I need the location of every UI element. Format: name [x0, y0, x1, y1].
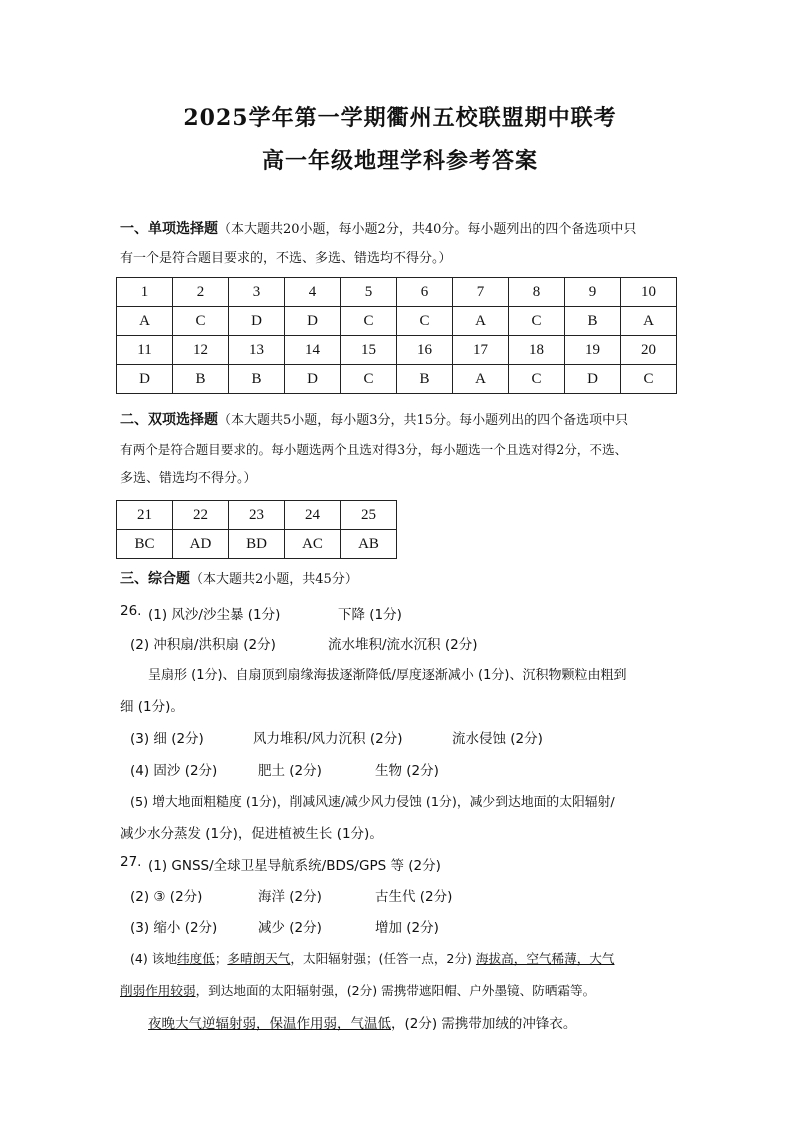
table-cell: 4 [285, 278, 341, 307]
q27-answer-4-end: ，到达地面的太阳辐射强，(2分) 需携带遮阳帽、户外墨镜、防晒霜等。 [195, 983, 596, 998]
q27-answer-2c: 古生代 (2分) [375, 889, 453, 905]
q26-answer-2c: 呈扇形 (1分)、自扇顶到扇缘海拔逐渐降低/厚度逐渐减小 (1分)、沉积物颗粒由粗到 [148, 668, 627, 683]
q26-answer-3c: 流水侵蚀 (2分) [452, 731, 543, 747]
q26-answer-2d: 细 (1分)。 [120, 699, 184, 715]
table-row [117, 307, 677, 336]
q26-answer-5a: (5) 增大地面粗糙度 (1分)，削减风速/减少风力侵蚀 (1分)，减少到达地面的太阳辐射/ [130, 795, 615, 810]
q27-part2 [130, 885, 690, 905]
table-cell: A [453, 365, 509, 394]
q27-answer-4-weather: 多晴朗天气 [227, 951, 291, 966]
table-cell: 9 [565, 278, 621, 307]
q26-answer-2b: 流水堆积/流水沉积 (2分) [328, 637, 478, 653]
q26-answer-4c: 生物 (2分) [375, 763, 439, 779]
section2-note-line3: 多选、错选均不得分。） [120, 471, 257, 486]
table-cell: 5 [341, 278, 397, 307]
q26-answer-2a: (2) 冲积扇/洪积扇 (2分) [130, 637, 276, 653]
table-cell: 21 [117, 501, 173, 530]
q27-answer-4-latitude: 纬度低 [177, 951, 215, 966]
q26-part5 [130, 791, 690, 811]
q26-answer-3b: 风力堆积/风力沉积 (2分) [253, 731, 403, 747]
table-cell: C [173, 307, 229, 336]
table-cell: A [621, 307, 677, 336]
section2-answer-table [116, 500, 397, 559]
table-cell: 14 [285, 336, 341, 365]
table-cell: A [117, 307, 173, 336]
table-cell: AD [173, 530, 229, 559]
q27-answer-5-end: ，(2分) 需携带加绒的冲锋衣。 [391, 1016, 577, 1032]
q26-number: 26. [120, 603, 142, 619]
table-cell: D [117, 365, 173, 394]
table-cell: 2 [173, 278, 229, 307]
q26-part2 [130, 633, 730, 653]
table-cell: C [509, 307, 565, 336]
table-cell: BC [117, 530, 173, 559]
table-cell: 13 [229, 336, 285, 365]
table-cell: B [565, 307, 621, 336]
section2-instructions [120, 406, 690, 493]
table-cell: BD [229, 530, 285, 559]
page-subtitle: 高一年级地理学科参考答案 [261, 148, 538, 174]
q27-answer-1: (1) GNSS/全球卫星导航系统/BDS/GPS 等 (2分) [148, 858, 441, 874]
table-cell: 22 [173, 501, 229, 530]
q27-answer-4-sep: ； [214, 951, 228, 966]
q26-part5-cont [120, 822, 680, 842]
table-cell: 17 [453, 336, 509, 365]
q26-answer-1b: 下降 (1分) [338, 607, 402, 623]
section1-answer-table [116, 277, 677, 394]
page-title: 2025学年第一学期衢州五校联盟期中联考 [183, 105, 617, 131]
table-cell: C [341, 365, 397, 394]
table-cell: AC [285, 530, 341, 559]
q27-part4 [130, 948, 690, 968]
q27-answer-4-mid: ，太阳辐射强；(任答一点，2分) [290, 951, 476, 966]
q26-answer-5b: 减少水分蒸发 (1分)，促进植被生长 (1分)。 [120, 826, 383, 842]
q27-part4-cont [120, 980, 690, 1000]
table-cell: C [509, 365, 565, 394]
table-cell: AB [341, 530, 397, 559]
q26-part2-explain-cont [120, 695, 520, 715]
table-cell: 12 [173, 336, 229, 365]
table-row [117, 501, 397, 530]
q27-answer-4-pre: (4) 该地 [130, 951, 178, 966]
q26-answer-4b: 肥土 (2分) [258, 763, 322, 779]
table-cell: D [565, 365, 621, 394]
q27-answer-2b: 海洋 (2分) [258, 889, 322, 905]
table-cell: D [285, 365, 341, 394]
q27-answer-2a: (2) ③ (2分) [130, 889, 203, 905]
section3-instructions [120, 565, 700, 594]
section2-note-line2: 有两个是符合题目要求的。每小题选两个且选对得3分，每小题选一个且选对得2分，不选、 [120, 442, 628, 457]
table-cell: 11 [117, 336, 173, 365]
table-cell: B [173, 365, 229, 394]
q27-part5 [148, 1012, 708, 1032]
table-row [117, 278, 677, 307]
q26-part4 [130, 759, 690, 779]
q27-answer-5-night: 夜晚大气逆辐射弱，保温作用弱，气温低 [148, 1016, 391, 1032]
table-cell: 15 [341, 336, 397, 365]
section1-note-line1: （本大题共20小题，每小题2分，共40分。每小题列出的四个备选项中只 [218, 222, 637, 237]
table-cell: B [229, 365, 285, 394]
q27-answer-3c: 增加 (2分) [375, 920, 439, 936]
section2-note-line1: （本大题共5小题，每小题3分，共15分。每小题列出的四个备选项中只 [218, 413, 629, 428]
table-cell: A [453, 307, 509, 336]
table-cell: 10 [621, 278, 677, 307]
table-row [117, 365, 677, 394]
table-cell: 23 [229, 501, 285, 530]
q27-answer-3b: 减少 (2分) [258, 920, 322, 936]
table-cell: 18 [509, 336, 565, 365]
table-cell: 7 [453, 278, 509, 307]
table-cell: 16 [397, 336, 453, 365]
section1-note-line2: 有一个是符合题目要求的，不选、多选、错选均不得分。） [120, 251, 452, 266]
q26-part1 [120, 603, 720, 623]
section2-heading: 二、双项选择题 [120, 412, 218, 428]
section3-note: （本大题共2小题，共45分） [190, 572, 358, 587]
section1-instructions [120, 215, 700, 273]
table-cell: 6 [397, 278, 453, 307]
table-cell: 19 [565, 336, 621, 365]
q26-answer-1a: (1) 风沙/沙尘暴 (1分) [148, 607, 281, 623]
table-cell: C [621, 365, 677, 394]
q26-part2-explain [148, 664, 708, 684]
q27-answer-3a: (3) 缩小 (2分) [130, 920, 218, 936]
q27-part1 [120, 854, 680, 874]
table-cell: 20 [621, 336, 677, 365]
table-cell: C [341, 307, 397, 336]
q26-answer-4a: (4) 固沙 (2分) [130, 763, 218, 779]
table-cell: 1 [117, 278, 173, 307]
q27-answer-4-atmosphere: 削弱作用较弱 [120, 983, 196, 998]
table-cell: C [397, 307, 453, 336]
table-cell: D [229, 307, 285, 336]
q27-part3 [130, 916, 690, 936]
section3-heading: 三、综合题 [120, 571, 190, 587]
q26-part3 [130, 727, 690, 747]
table-row [117, 336, 677, 365]
table-cell: D [285, 307, 341, 336]
q26-answer-3a: (3) 细 (2分) [130, 731, 204, 747]
q27-answer-4-altitude: 海拔高，空气稀薄，大气 [475, 951, 615, 966]
table-cell: B [397, 365, 453, 394]
q27-number: 27. [120, 854, 142, 870]
section1-heading: 一、单项选择题 [120, 221, 218, 237]
table-cell: 3 [229, 278, 285, 307]
table-cell: 25 [341, 501, 397, 530]
table-cell: 24 [285, 501, 341, 530]
table-row [117, 530, 397, 559]
table-cell: 8 [509, 278, 565, 307]
